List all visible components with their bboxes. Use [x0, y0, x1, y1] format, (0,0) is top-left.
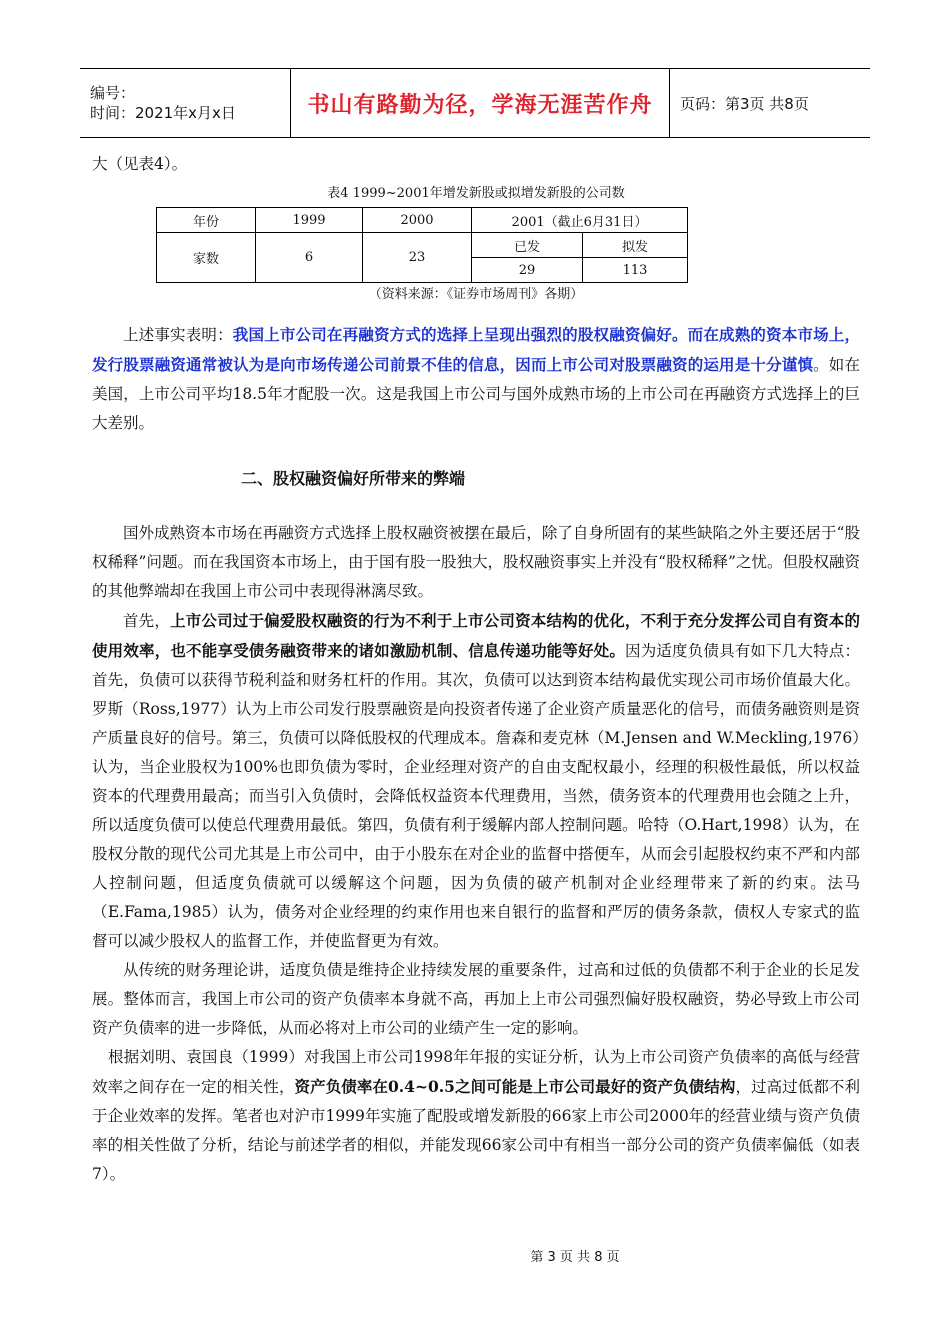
paragraph-3 — [92, 606, 860, 956]
subheader-issued: 已发 — [472, 233, 583, 258]
para3-emphasis: 上市公司过于偏爱股权融资的行为不利于上市公司资本结构的优化，不利于充分发挥公司自有资本的使用效率，也不能享受债务融资带来的诸如激励机制、信息传递功能等好处。 — [92, 611, 860, 660]
para5-lead: 根据刘明、袁国良（1999）对我国上市公司1998年年报的实证分析，认为上市公司资产负债率的高低与经营效率之间存在一定的相关性， — [92, 1048, 860, 1096]
intro-line: 大（见表4）。 — [92, 155, 188, 173]
para5-rest: ，过高过低都不利于企业效率的发挥。笔者也对沪市1999年实施了配股或增发新股的66家上市公司2000年的经营业绩与资产负债率的相关性做了分析，结论与前述学者的相似，并能发现66家公司中有相当一部分公司的资产负债率偏低（如表7）。 — [92, 1078, 860, 1183]
subheader-planned: 拟发 — [583, 233, 688, 258]
row-label-count: 家数 — [157, 233, 256, 283]
header-cell-2001: 2001（截止6月31日） — [472, 208, 688, 233]
header-cell-year: 年份 — [157, 208, 256, 233]
cell-2000-value: 23 — [363, 233, 472, 283]
page-footer: 第 3 页 共 8 页 — [530, 1250, 620, 1265]
header-cell-1999: 1999 — [256, 208, 363, 233]
cell-issued-value: 29 — [472, 258, 583, 283]
document-date: 时间：2021年x月x日 — [90, 104, 236, 122]
page-header — [80, 68, 870, 138]
cell-planned-value: 113 — [583, 258, 688, 283]
document-number: 编号： — [90, 84, 136, 102]
table-source: （资料来源：《证券市场周刊》各期） — [368, 287, 584, 302]
header-motto-cell — [290, 69, 670, 137]
header-page-cell — [670, 69, 809, 137]
table-caption: 表4 1999~2001年增发新股或拟增发新股的公司数 — [327, 186, 625, 201]
table-row — [157, 233, 688, 258]
header-motto: 书山有路勤为径，学海无涯苦作舟 — [307, 92, 653, 118]
para3-rest: 因为适度负债具有如下几大特点：首先，负债可以获得节税利益和财务杠杆的作用。其次，负债可以达到资本结构最优实现公司市场价值最大化。罗斯（Ross,1977）认为上市公司发行股票融资是向投资者传递了企业资产质量恶化的信号，而债务融资则是资产质量良好的信号。第三，负债可以降低股权的代理成本。詹森和麦克林（M.Jensen and W.Meckling,1976）认为，当企业股权为100%也即负债为零时，企业经理对资产的自由支配权最小，经理的积极性最低，所以权益资本的代理费用最高；而当引入负债时，会降低权益资本代理费用，当然，债务资本的代理费用也会随之上升，所以适度负债可以使总代理费用最低。第四，负债有利于缓解内部人控制问题。哈特（O.Hart,1998）认为，在股权分散的现代公司尤其是上市公司中，由于小股东在对企业的监督中搭便车，从而会引起股权约束不严和内部人控制问题，但适度负债就可以缓解这个问题，因为负债的破产机制对企业经理带来了新的约束。法马（E.Fama,1985）认为，债务对企业经理的约束作用也来自银行的监督和严厉的债务条款，债权人专家式的监督可以减少股权人的监督工作，并使监督更为有效。 — [92, 642, 860, 950]
paragraph-1 — [92, 320, 860, 438]
para1-rest: 。如在美国，上市公司平均18.5年才配股一次。这是我国上市公司与国外成熟市场的上市公司在再融资方式选择上的巨大差别。 — [92, 356, 860, 432]
para1-lead: 上述事实表明： — [123, 326, 233, 344]
table-row — [157, 208, 688, 233]
para1-emphasis: 我国上市公司在再融资方式的选择上呈现出强烈的股权融资偏好。而在成熟的资本市场上，发行股票融资通常被认为是向市场传递公司前景不佳的信息，因而上市公司对股票融资的运用是十分谨慎 — [92, 325, 860, 374]
section-title: 二、股权融资偏好所带来的弊端 — [241, 469, 466, 488]
cell-1999-value: 6 — [256, 233, 363, 283]
para5-emphasis: 资产负债率在0.4~0.5之间可能是上市公司最好的资产负债结构 — [294, 1077, 736, 1096]
header-meta — [80, 69, 290, 137]
document-body — [92, 150, 860, 1189]
data-table — [156, 207, 688, 283]
para3-lead: 首先， — [123, 612, 171, 630]
paragraph-5 — [92, 1043, 860, 1189]
header-page-number: 页码：第3页 共8页 — [680, 94, 809, 113]
paragraph-4: 从传统的财务理论讲，适度负债是维持企业持续发展的重要条件，过高和过低的负债都不利于企业的长足发展。整体而言，我国上市公司的资产负债率本身就不高，再加上上市公司强烈偏好股权融资，势必导致上市公司资产负债率的进一步降低，从而必将对上市公司的业绩产生一定的影响。 — [92, 961, 860, 1037]
header-cell-2000: 2000 — [363, 208, 472, 233]
paragraph-2: 国外成熟资本市场在再融资方式选择上股权融资被摆在最后，除了自身所固有的某些缺陷之外主要还居于“股权稀释”问题。而在我国资本市场上，由于国有股一股独大，股权融资事实上并没有“股权稀释”之忧。但股权融资的其他弊端却在我国上市公司中表现得淋漓尽致。 — [92, 524, 860, 600]
